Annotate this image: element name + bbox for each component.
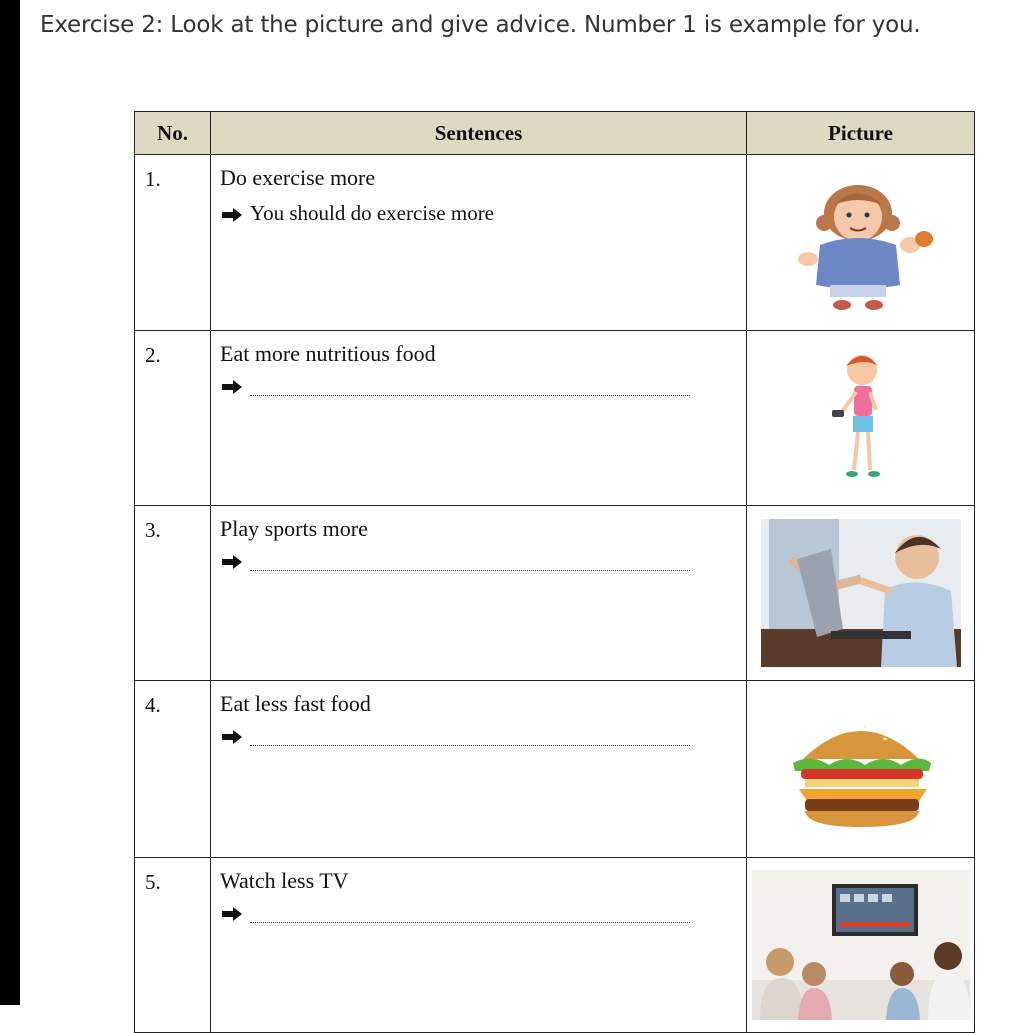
prompt-text: Play sports more	[220, 516, 368, 541]
header-picture: Picture	[747, 112, 975, 155]
overweight-girl-eating-image	[786, 173, 936, 313]
picture-cell	[747, 506, 975, 681]
table-header-row	[135, 112, 975, 155]
hamburger-image	[781, 709, 941, 829]
row-number: 1.	[135, 155, 211, 331]
prompt-text: Eat less fast food	[220, 691, 371, 716]
advice-table	[134, 111, 975, 1033]
picture-cell	[747, 155, 975, 331]
answer-blank-input[interactable]	[250, 377, 690, 396]
arrow-right-icon	[222, 208, 242, 222]
thin-boy-lifting-dumbbell-image	[806, 348, 916, 488]
prompt-text: Eat more nutritious food	[220, 341, 436, 366]
table-row	[135, 681, 975, 858]
row-number: 3.	[135, 506, 211, 681]
arrow-right-icon	[222, 907, 242, 921]
answer-line	[220, 904, 746, 925]
table-row	[135, 506, 975, 681]
left-edge-bar	[0, 0, 20, 1005]
arrow-right-icon	[222, 730, 242, 744]
row-number: 5.	[135, 858, 211, 1033]
answer-line	[220, 201, 746, 226]
sentence-cell	[211, 858, 747, 1033]
header-sentences: Sentences	[211, 112, 747, 155]
family-watching-tv-image	[752, 870, 970, 1020]
picture-cell	[747, 331, 975, 506]
boy-using-laptop-image	[761, 519, 961, 667]
arrow-right-icon	[222, 555, 242, 569]
answer-blank-input[interactable]	[250, 727, 690, 746]
table-row	[135, 331, 975, 506]
sentence-cell	[211, 681, 747, 858]
picture-cell	[747, 858, 975, 1033]
answer-line	[220, 727, 746, 748]
sentence-cell	[211, 155, 747, 331]
exercise-instruction: Exercise 2: Look at the picture and give advice. Number 1 is example for you.	[40, 12, 921, 38]
sentence-cell	[211, 331, 747, 506]
answer-blank-input[interactable]	[250, 552, 690, 571]
picture-cell	[747, 681, 975, 858]
row-number: 2.	[135, 331, 211, 506]
prompt-text: Watch less TV	[220, 868, 349, 893]
table-row	[135, 858, 975, 1033]
answer-blank-input[interactable]	[250, 904, 690, 923]
row-number: 4.	[135, 681, 211, 858]
table-row	[135, 155, 975, 331]
answer-line	[220, 377, 746, 398]
sentence-cell	[211, 506, 747, 681]
prompt-text: Do exercise more	[220, 165, 376, 190]
arrow-right-icon	[222, 380, 242, 394]
header-no: No.	[135, 112, 211, 155]
answer-line	[220, 552, 746, 573]
example-answer: You should do exercise more	[250, 201, 495, 225]
